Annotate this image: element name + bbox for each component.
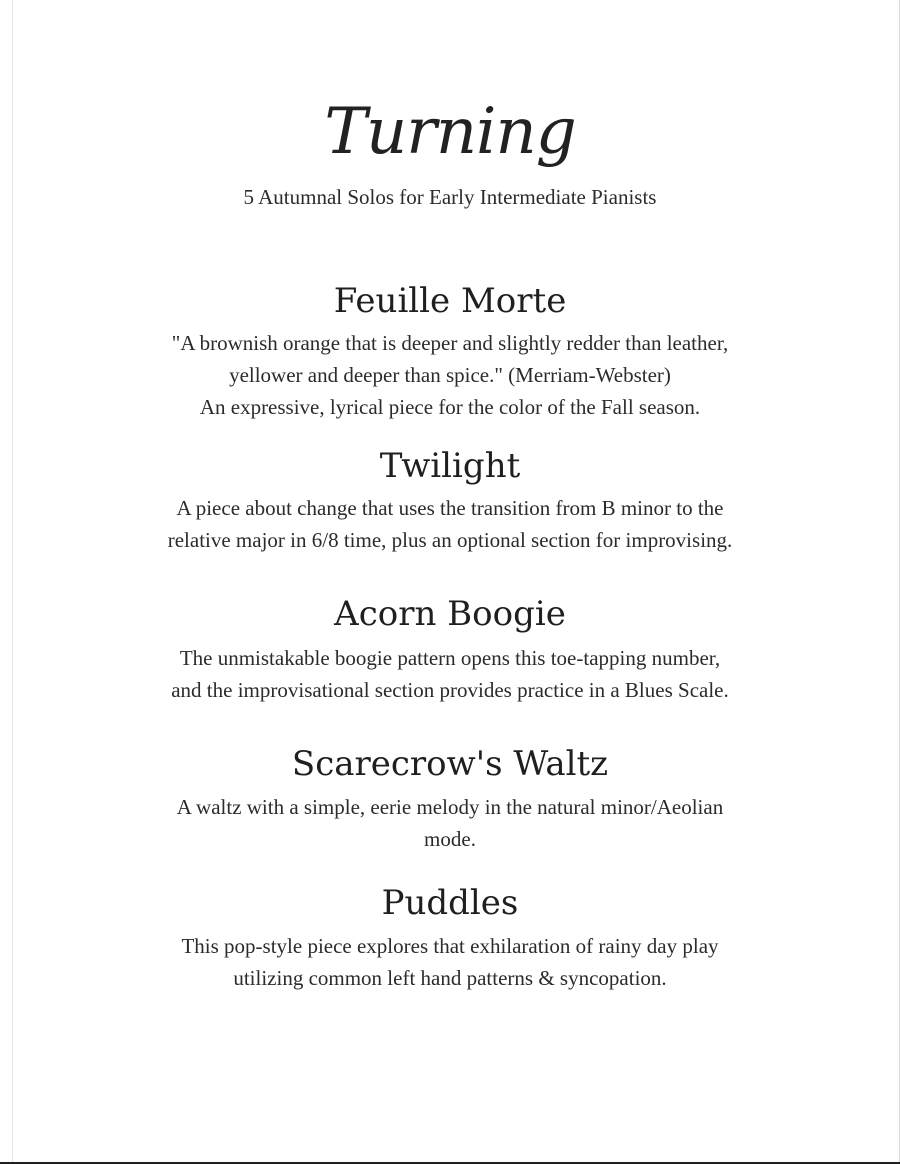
description-line: An expressive, lyrical piece for the color of the Fall season. bbox=[199, 395, 701, 419]
piece-title-acorn-boogie: Acorn Boogie bbox=[334, 594, 566, 634]
description-line: The unmistakable boogie pattern opens this toe-tapping number, bbox=[179, 646, 721, 670]
description-line: A piece about change that uses the transition from B minor to the bbox=[176, 496, 724, 520]
description-line: A waltz with a simple, eerie melody in the natural minor/Aeolian bbox=[176, 795, 724, 819]
piece-description-feuille-morte bbox=[120, 327, 780, 423]
piece-description-scarecrows-waltz bbox=[120, 791, 780, 855]
page-left-edge bbox=[12, 0, 13, 1164]
description-line: "A brownish orange that is deeper and slightly redder than leather, bbox=[171, 331, 729, 355]
piece-title-puddles: Puddles bbox=[381, 883, 519, 923]
description-line: mode. bbox=[424, 827, 476, 851]
document-title: Turning bbox=[324, 95, 576, 169]
description-line: utilizing common left hand patterns & syncopation. bbox=[233, 966, 667, 990]
description-line: relative major in 6/8 time, plus an optional section for improvising. bbox=[167, 528, 733, 552]
piece-title-scarecrows-waltz: Scarecrow's Waltz bbox=[291, 744, 609, 784]
document-subtitle: 5 Autumnal Solos for Early Intermediate Pianists bbox=[243, 185, 657, 209]
piece-description-twilight bbox=[120, 492, 780, 556]
piece-description-acorn-boogie bbox=[120, 642, 780, 706]
piece-description-puddles bbox=[120, 930, 780, 994]
description-line: This pop-style piece explores that exhilaration of rainy day play bbox=[181, 934, 719, 958]
piece-title-feuille-morte: Feuille Morte bbox=[333, 281, 567, 321]
piece-title-twilight: Twilight bbox=[379, 446, 521, 486]
description-line: and the improvisational section provides practice in a Blues Scale. bbox=[171, 678, 729, 702]
description-line: yellower and deeper than spice." (Merriam-Webster) bbox=[229, 363, 671, 387]
